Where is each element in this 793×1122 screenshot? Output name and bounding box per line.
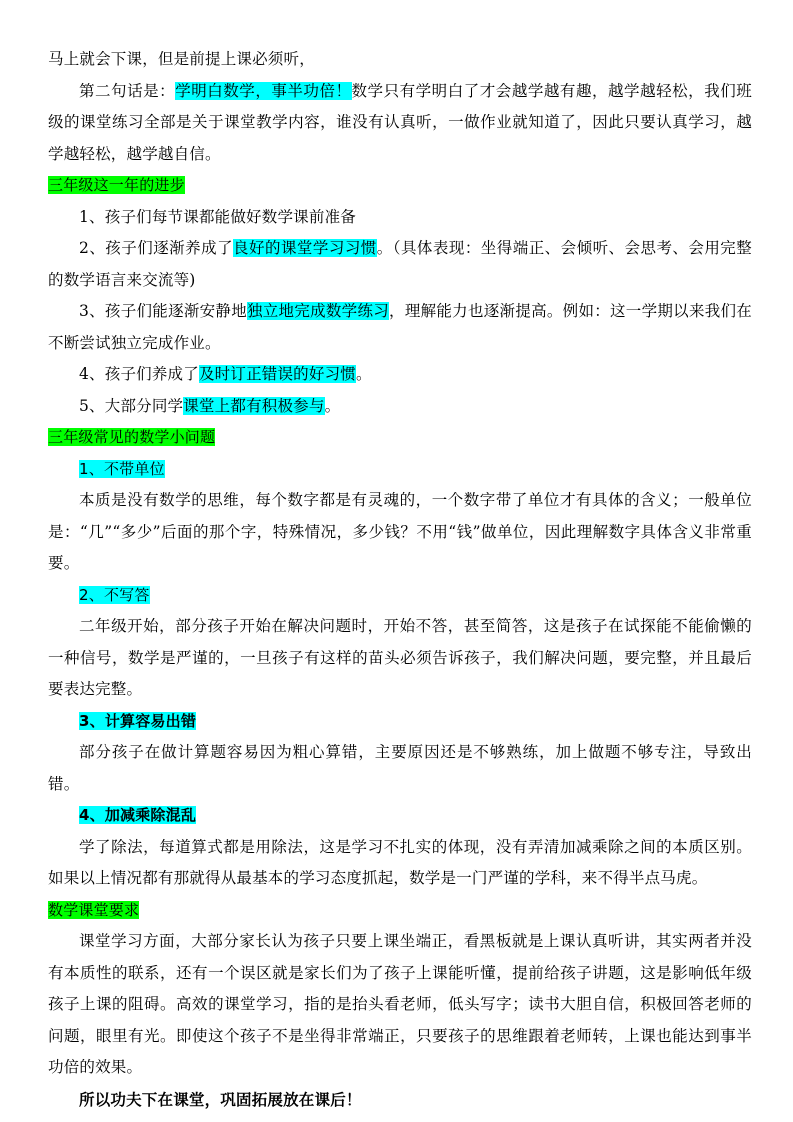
progress-item <box>48 233 752 296</box>
section-problems-title: 三年级常见的数学小问题 <box>48 428 216 446</box>
section-classroom-title: 数学课堂要求 <box>48 900 140 919</box>
problem-description: 部分孩子在做计算题容易因为粗心算错，主要原因还是不够熟练，加上做题不够专注，导致出错。 <box>48 743 752 793</box>
problem-title-row <box>48 454 752 486</box>
progress-item-highlight: 良好的课堂学习习惯 <box>233 239 377 257</box>
progress-item-text: 5、大部分同学 <box>79 396 184 415</box>
progress-item-text: 2、孩子们逐渐养成了 <box>79 239 234 257</box>
progress-item-text: 3、孩子们能逐渐安静地 <box>79 302 247 320</box>
progress-item-rest: ，理解能力也逐渐提高。例如：这一学期以来我们在不断尝试独立完成作业。 <box>48 302 752 352</box>
progress-item-highlight: 课堂上都有积极参与 <box>183 396 325 415</box>
document-page <box>48 44 752 1115</box>
problem-title: 3、计算容易出错 <box>79 711 197 730</box>
problem-title: 4、加减乘除混乱 <box>79 806 197 824</box>
classroom-paragraph: 课堂学习方面，大部分家长认为孩子只要上课坐端正，看黑板就是上课认真听讲，其实两者并没有本质性的联系，还有一个误区就是家长们为了孩子上课能听懂，提前给孩子讲题，这是影响低年级孩子上课的阻碍。高效的课堂学习，指的是抬头看老师，低头写字；读书大胆自信，积极回答老师的问题，眼里有光。即使这个孩子不是坐得非常端正，只要孩子的思维跟着老师转，上课也能达到事半功倍的效果。 <box>48 932 752 1076</box>
problem-title: 1、不带单位 <box>79 459 165 478</box>
second-sentence-highlight: 学明白数学，事半功倍！ <box>175 81 352 100</box>
intro-line: 马上就会下课，但是前提上课必须听， <box>48 50 315 68</box>
progress-item-rest: 。 <box>324 396 341 415</box>
progress-item-rest: 。 <box>355 365 372 383</box>
problem-title: 2、不写答 <box>79 585 150 604</box>
second-sentence-paragraph <box>48 76 752 171</box>
progress-item-text: 1、孩子们每节课都能做好数学课前准备 <box>79 207 356 226</box>
section-progress-title: 三年级这一年的进步 <box>48 176 185 194</box>
section-classroom-heading <box>48 895 752 927</box>
progress-item <box>48 202 752 234</box>
progress-item-rest: 。（具体表现：坐得端正、会倾听、会思考、会用完整的数学语言来交流等) <box>48 239 752 289</box>
progress-item-text: 4、孩子们养成了 <box>79 365 199 383</box>
problem-title-row <box>48 706 752 738</box>
section-progress-heading <box>48 170 752 202</box>
progress-item-highlight: 及时订正错误的好习惯 <box>198 365 356 383</box>
second-sentence-prefix: 第二句话是： <box>79 81 176 100</box>
conclusion-line: 所以功夫下在课堂，巩固拓展放在课后！ <box>79 1089 362 1109</box>
progress-item-highlight: 独立地完成数学练习 <box>246 302 390 320</box>
progress-item <box>48 359 752 391</box>
problem-description: 本质是没有数学的思维，每个数字都是有灵魂的，一个数字带了单位才有具体的含义；一般单位是：“几”“多少”后面的那个字，特殊情况，多少钱？不用“钱”做单位，因此理解数字具体含义非常重要。 <box>48 491 752 572</box>
problem-title-row <box>48 580 752 612</box>
problem-description: 二年级开始，部分孩子开始在解决问题时，开始不答，甚至简答，这是孩子在试探能不能偷懒的一种信号，数学是严谨的，一旦孩子有这样的苗头必须告诉孩子，我们解决问题，要完整，并且最后要表达完整。 <box>48 617 752 698</box>
problem-title-row <box>48 800 752 832</box>
progress-item <box>48 391 752 423</box>
section-problems-heading <box>48 422 752 454</box>
progress-item <box>48 296 752 359</box>
problem-description: 学了除法，每道算式都是用除法，这是学习不扎实的体现，没有弄清加减乘除之间的本质区别。如果以上情况都有那就得从最基本的学习态度抓起，数学是一门严谨的学科，来不得半点马虎。 <box>48 837 752 887</box>
second-sentence-rest: 数学只有学明白了才会越学越有趣，越学越轻松，我们班级的课堂练习全部是关于课堂教学内容，谁没有认真听，一做作业就知道了，因此只要认真学习，越学越轻松，越学越自信。 <box>48 81 752 163</box>
